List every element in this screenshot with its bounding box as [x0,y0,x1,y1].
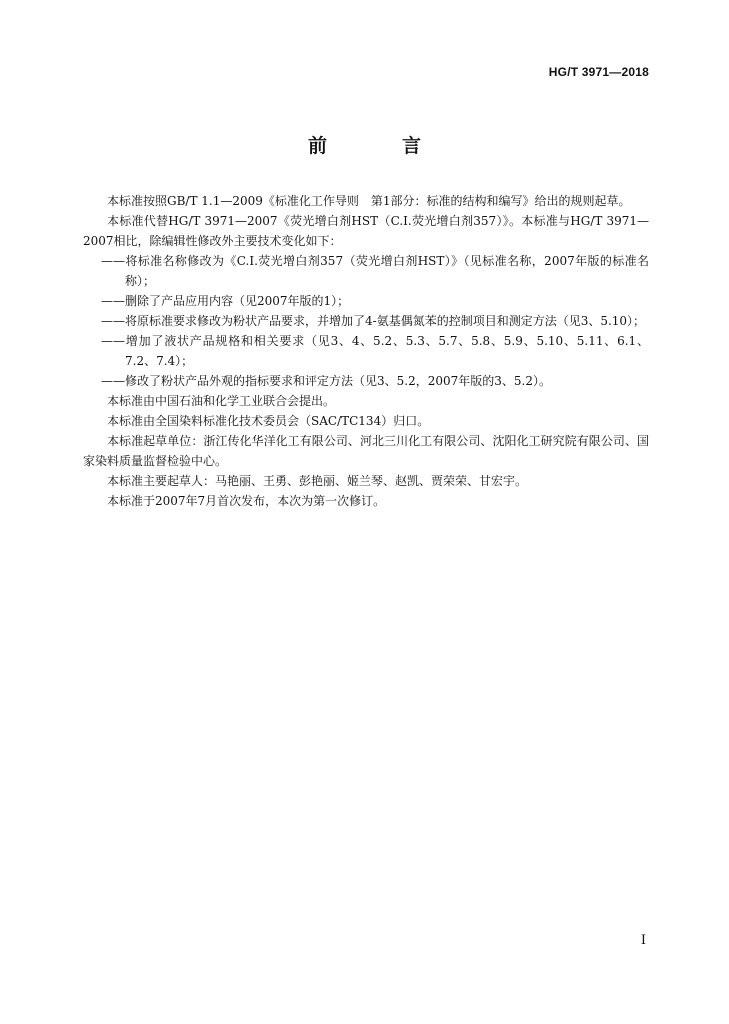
paragraph-drafting-units: 本标准起草单位：浙江传化华洋化工有限公司、河北三川化工有限公司、沈阳化工研究院有限公司、国家染料质量监督检验中心。 [83,434,649,468]
change-item-application: ——删除了产品应用内容（见2007年版的1）； [101,294,350,308]
paragraph-history: 本标准于2007年7月首次发布，本次为第一次修订。 [107,494,386,508]
page-title: 前 言 [307,135,449,157]
paragraph-proposer: 本标准由中国石油和化学工业联合会提出。 [107,394,336,408]
standard-code: HG/T 3971—2018 [548,65,649,79]
change-item-powder-requirements: ——将原标准要求修改为粉状产品要求，并增加了4-氨基偶氮苯的控制项目和测定方法（见3、5.10）； [101,314,646,328]
page-number: I [640,933,646,948]
foreword-body [83,191,649,511]
change-item-appearance: ——修改了粉状产品外观的指标要求和评定方法（见3、5.2，2007年版的3、5.2）。 [101,374,551,388]
paragraph-committee: 本标准由全国染料标准化技术委员会（SAC/TC134）归口。 [107,414,430,428]
paragraph-replacement: 本标准代替HG/T 3971—2007《荧光增白剂HST（C.I.荧光增白剂357）》。本标准与HG/T 3971—2007相比，除编辑性修改外主要技术变化如下： [83,214,649,248]
paragraph-drafters: 本标准主要起草人：马艳丽、王勇、彭艳丽、姬兰琴、赵凯、贾荣荣、甘宏宇。 [107,474,528,488]
change-item-name: ——将标准名称修改为《C.I.荧光增白剂357（荧光增白剂HST）》（见标准名称，2007年版的标准名称）； [101,254,649,288]
paragraph-drafting-rules: 本标准按照GB/T 1.1—2009《标准化工作导则 第1部分：标准的结构和编写》给出的规则起草。 [107,194,631,208]
change-item-liquid-specs: ——增加了液状产品规格和相关要求（见3、4、5.2、5.3、5.7、5.8、5.9、5.10、5.11、6.1、7.2、7.4）； [101,334,649,368]
